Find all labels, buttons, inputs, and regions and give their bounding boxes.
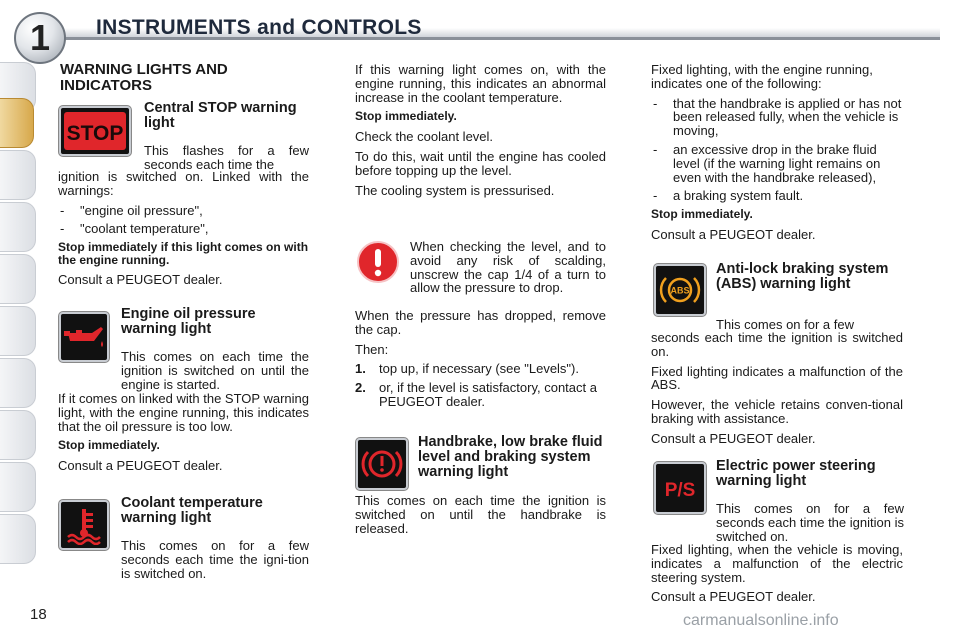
step-number: 1. xyxy=(355,361,366,377)
abs-warning-icon xyxy=(654,264,706,316)
coolant-continued xyxy=(355,63,606,203)
stop-icon-label: STOP xyxy=(66,122,124,145)
coolant-section xyxy=(121,496,309,586)
stop-section-head xyxy=(144,101,309,131)
step-text: or, if the level is satisfactory, contact a PEUGEOT dealer. xyxy=(379,380,597,409)
stop-consult: Consult a PEUGEOT dealer. xyxy=(58,272,223,288)
abs-consult: Consult a PEUGEOT dealer. xyxy=(651,430,816,446)
page-header xyxy=(0,0,960,60)
abs-intro-rest: seconds each time the ignition is switched on. xyxy=(651,330,903,359)
power-steering-icon xyxy=(654,462,706,514)
handbrake-body: This comes on each time the ignition is switched on until the handbrake is released. xyxy=(355,493,606,536)
page-number: 18 xyxy=(30,606,47,623)
oil-section xyxy=(121,307,309,397)
handbrake-section-body xyxy=(355,494,606,541)
side-tab[interactable] xyxy=(0,150,36,200)
eps-fixed: Fixed lighting, when the vehicle is moving, indicates a malfunction of the electric steering system. xyxy=(651,542,903,585)
handbrake-consult: Consult a PEUGEOT dealer. xyxy=(651,226,816,242)
side-tab[interactable] xyxy=(0,410,36,460)
stop-instruction: Stop immediately if this light comes on with the engine running. xyxy=(58,240,309,268)
coolant-wait: To do this, wait until the engine has cooled before topping up the level. xyxy=(355,148,606,178)
abs-intro-indented-text: This comes on for a few xyxy=(716,317,854,332)
stop-linked-list xyxy=(58,204,309,237)
oil-instruction: Stop immediately. xyxy=(58,438,160,453)
stop-heading: Central STOP warning light xyxy=(144,100,297,131)
oil-can-icon xyxy=(59,312,109,362)
caution-note xyxy=(410,240,606,301)
side-tab-active[interactable] xyxy=(0,98,34,148)
handbrake-intro: Fixed lighting, with the engine running, indicates one of the following: xyxy=(651,62,873,91)
stop-section-body xyxy=(58,170,309,293)
abs-heading: Anti-lock braking system (ABS) warning light xyxy=(716,261,889,292)
list-item xyxy=(355,381,606,409)
eps-section xyxy=(716,459,904,549)
stop-warning-icon xyxy=(59,106,131,156)
list-item: - an excessive drop in the brake fluid level (if the warning light remains on even with the handbrake released), xyxy=(651,143,903,184)
abs-section-head xyxy=(716,262,904,292)
handbrake-instruction: Stop immediately. xyxy=(651,207,753,222)
brake-warning-icon xyxy=(356,438,408,490)
coolant-temperature-icon xyxy=(59,500,109,550)
handbrake-section-head xyxy=(418,435,608,480)
abs-fixed: Fixed lighting indicates a malfunction of the ABS. xyxy=(651,363,903,393)
list-item: - "coolant temperature", xyxy=(58,222,309,236)
oil-heading: Engine oil pressure warning light xyxy=(121,306,256,337)
caution-exclamation-icon xyxy=(356,240,400,284)
coolant-check: Check the coolant level. xyxy=(355,129,494,145)
main-heading: WARNING LIGHTS AND INDICATORS xyxy=(60,61,228,94)
list-item: - "engine oil pressure", xyxy=(58,204,309,218)
stop-intro-rest: ignition is switched on. Linked with the warnings: xyxy=(58,169,309,198)
side-tab[interactable] xyxy=(0,514,36,564)
handbrake-continued xyxy=(651,63,903,248)
chapter-number-badge: 1 xyxy=(14,12,66,64)
eps-section-body xyxy=(651,543,903,610)
chapter-title: INSTRUMENTS and CONTROLS xyxy=(96,16,422,39)
after-steps xyxy=(355,362,606,408)
caution-text: When checking the level, and to avoid any risk of scalding, unscrew the cap 1/4 of a turn to allow the pressure to drop. xyxy=(410,239,606,296)
stop-intro-indented-text: This flashes for a few seconds each time the xyxy=(144,143,309,172)
side-tab[interactable] xyxy=(0,202,36,252)
oil-body: If it comes on linked with the STOP warning light, with the engine running, this indicates that the oil pressure is too low. xyxy=(58,391,309,434)
side-tab[interactable] xyxy=(0,358,36,408)
coolant-intro: This comes on for a few seconds each time the igni-tion is switched on. xyxy=(121,538,309,581)
abs-section-body xyxy=(651,331,903,452)
handbrake-heading: Handbrake, low brake fluid level and braking system warning light xyxy=(418,434,603,480)
after-body: When the pressure has dropped, remove the cap. xyxy=(355,308,606,337)
main-heading-block xyxy=(60,62,256,94)
abs-icon-label: ABS xyxy=(670,285,690,296)
coolant-body: If this warning light comes on, with the engine running, this indicates an abnormal increase in the coolant temperature. xyxy=(355,62,606,105)
abs-however: However, the vehicle retains conven-tional braking with assistance. xyxy=(651,397,903,426)
eps-consult: Consult a PEUGEOT dealer. xyxy=(651,589,816,605)
list-item xyxy=(355,362,606,376)
coolant-pressurised: The cooling system is pressurised. xyxy=(355,182,555,198)
after-then: Then: xyxy=(355,341,389,357)
oil-consult: Consult a PEUGEOT dealer. xyxy=(58,458,223,474)
oil-section-body xyxy=(58,392,309,479)
ps-icon-label: P/S xyxy=(664,480,696,501)
side-tab[interactable] xyxy=(0,462,36,512)
side-tab[interactable] xyxy=(0,254,36,304)
watermark: carmanualsonline.info xyxy=(683,612,839,629)
list-item: - a braking system fault. xyxy=(651,189,903,203)
side-tab[interactable] xyxy=(0,306,36,356)
step-text: top up, if necessary (see "Levels"). xyxy=(379,361,579,377)
eps-heading: Electric power steering warning light xyxy=(716,458,876,489)
handbrake-conditions-list xyxy=(651,97,903,204)
coolant-instruction: Stop immediately. xyxy=(355,109,457,124)
after-pressure-section xyxy=(355,309,606,414)
list-item: - that the handbrake is applied or has not been released fully, when the vehicle is moving, xyxy=(651,97,903,138)
eps-intro: This comes on for a few seconds each time the ignition is switched on. xyxy=(716,501,904,544)
coolant-heading: Coolant temperature warning light xyxy=(121,495,263,526)
oil-intro: This comes on each time the ignition is switched on until the engine is started. xyxy=(121,349,309,392)
step-number: 2. xyxy=(355,380,366,396)
chapter-side-tabs xyxy=(0,62,40,582)
